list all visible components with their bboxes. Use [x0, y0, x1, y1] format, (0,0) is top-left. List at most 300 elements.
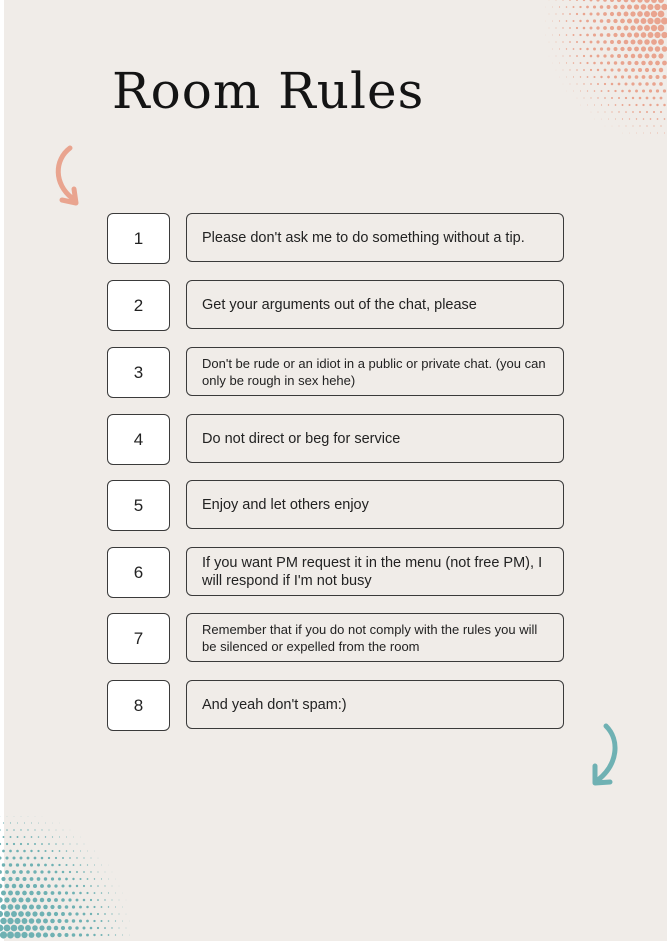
halftone-dot [48, 857, 50, 859]
halftone-dot [652, 82, 656, 86]
halftone-dot [651, 25, 657, 31]
halftone-dot [6, 843, 8, 845]
halftone-dot [576, 13, 578, 15]
halftone-dot [104, 927, 106, 929]
halftone-dot [647, 18, 653, 24]
halftone-dot [83, 899, 86, 902]
halftone-dot [603, 12, 607, 16]
halftone-dot [651, 11, 657, 17]
halftone-dot [600, 5, 604, 9]
halftone-dot [645, 68, 649, 72]
halftone-dot [26, 870, 30, 874]
halftone-dot [90, 871, 91, 872]
halftone-dot [569, 41, 571, 43]
halftone-dot [604, 111, 605, 112]
halftone-dot [649, 75, 653, 79]
halftone-dot [601, 104, 602, 105]
halftone-dot [617, 12, 622, 17]
halftone-dot [663, 89, 666, 92]
halftone-dot [108, 920, 110, 922]
halftone-dot [577, 98, 578, 99]
halftone-dot [654, 18, 661, 25]
halftone-dot [3, 836, 5, 838]
halftone-dot [597, 69, 599, 71]
halftone-dot [44, 877, 47, 880]
halftone-dot [586, 6, 589, 9]
halftone-dot [27, 829, 28, 830]
halftone-dot [632, 97, 634, 99]
halftone-dot [627, 33, 632, 38]
halftone-dot [586, 62, 588, 64]
halftone-dot [111, 899, 112, 900]
halftone-dot [0, 925, 3, 932]
halftone-dot [600, 76, 602, 78]
halftone-dot [41, 843, 43, 845]
halftone-dot [617, 54, 621, 58]
halftone-dot [101, 906, 103, 908]
halftone-dot [562, 0, 563, 1]
halftone-dot [98, 858, 99, 859]
halftone-dot [594, 90, 596, 92]
rule-number: 1 [107, 213, 170, 264]
halftone-dot [576, 55, 578, 57]
halftone-dot [19, 870, 23, 874]
halftone-dot [654, 4, 660, 10]
rule-item [107, 347, 566, 398]
halftone-dot [73, 864, 75, 866]
halftone-dot [97, 871, 98, 872]
halftone-dot [75, 912, 78, 915]
halftone-dot [604, 97, 606, 99]
halftone-dot [52, 836, 53, 837]
halftone-dot [562, 13, 563, 14]
halftone-dot [15, 904, 21, 910]
halftone-dot [590, 97, 591, 98]
halftone-dot [18, 911, 24, 917]
halftone-dot [552, 49, 553, 50]
halftone-dot [566, 62, 567, 63]
halftone-dot [600, 19, 604, 23]
halftone-dot [72, 905, 75, 908]
halftone-dot [641, 61, 645, 65]
halftone-dot [0, 856, 2, 859]
halftone-dot [628, 75, 631, 78]
halftone-dot [90, 927, 93, 930]
halftone-dot [65, 891, 68, 894]
halftone-dot [580, 76, 581, 77]
halftone-dot [45, 823, 46, 824]
halftone-dot [22, 904, 27, 909]
halftone-dot [47, 926, 52, 931]
halftone-dot [58, 878, 61, 881]
rule-item [107, 613, 566, 664]
halftone-dot [634, 18, 640, 24]
halftone-dot [617, 0, 621, 2]
halftone-dot [619, 126, 620, 127]
halftone-dot [614, 90, 616, 92]
halftone-dot [642, 104, 644, 106]
halftone-dot [556, 42, 557, 43]
halftone-dot [569, 69, 570, 70]
halftone-dot [34, 843, 36, 845]
halftone-dot [587, 90, 588, 91]
halftone-dot [10, 822, 11, 823]
halftone-dot [115, 906, 116, 907]
halftone-dot [97, 913, 99, 915]
halftone-dot [631, 40, 636, 45]
halftone-dot [634, 61, 638, 65]
halftone-dot [23, 850, 26, 853]
halftone-dot [30, 877, 34, 881]
halftone-dot [54, 884, 57, 887]
halftone-dot [86, 906, 89, 909]
halftone-dot [93, 920, 95, 922]
halftone-dot [37, 850, 39, 852]
halftone-dot [57, 933, 61, 937]
halftone-dot [621, 75, 624, 78]
halftone-dot [83, 913, 86, 916]
halftone-dot [646, 97, 649, 100]
halftone-dot [614, 76, 617, 79]
halftone-dot [580, 62, 582, 64]
halftone-dot [15, 877, 19, 881]
halftone-dot [50, 919, 55, 924]
halftone-dot [607, 61, 610, 64]
halftone-dot [559, 20, 560, 21]
halftone-dot [618, 97, 620, 99]
halftone-dot [552, 21, 553, 22]
halftone-dot [0, 931, 7, 938]
halftone-dot [644, 0, 650, 3]
halftone-dot [664, 133, 665, 134]
halftone-dot [658, 25, 665, 32]
halftone-dot [627, 61, 631, 65]
halftone-dot [613, 5, 617, 9]
halftone-dot [8, 891, 13, 896]
halftone-dot [2, 850, 5, 853]
halftone-dot [10, 836, 12, 838]
halftone-dot [41, 857, 44, 860]
halftone-dot [97, 927, 99, 929]
halftone-dot [112, 886, 113, 887]
halftone-dot [72, 933, 76, 937]
halftone-dot [34, 829, 35, 830]
halftone-dot [44, 850, 46, 852]
halftone-dot [648, 61, 653, 66]
rule-text: Enjoy and let others enjoy [186, 480, 564, 529]
halftone-dot [559, 48, 560, 49]
halftone-dot [583, 13, 586, 16]
halftone-dot [644, 25, 650, 31]
halftone-dot [662, 61, 667, 66]
halftone-dot [104, 885, 105, 886]
halftone-dot [587, 76, 589, 78]
halftone-dot [625, 97, 627, 99]
halftone-dot [8, 877, 12, 881]
halftone-dot [659, 68, 663, 72]
halftone-dot [559, 6, 560, 7]
halftone-dot [36, 905, 41, 910]
page-title: Room Rules [112, 62, 425, 120]
halftone-dot [129, 935, 130, 936]
halftone-dot [620, 47, 624, 51]
halftone-dot [626, 126, 627, 127]
halftone-dot [58, 905, 62, 909]
halftone-dot [617, 40, 621, 44]
halftone-dot [607, 5, 611, 9]
halftone-dot [0, 870, 2, 874]
halftone-dot [634, 32, 639, 37]
halftone-dots-bottom-left [0, 816, 135, 941]
halftone-dot [559, 63, 560, 64]
halftone-dot [90, 885, 92, 887]
halftone-dot [90, 899, 92, 901]
halftone-dot [55, 857, 57, 859]
halftone-dot [76, 885, 78, 887]
halftone-dot [104, 913, 106, 915]
halftone-dot [19, 884, 23, 888]
halftone-dot [590, 27, 593, 30]
halftone-dot [624, 0, 629, 2]
halftone-dot [590, 83, 592, 85]
halftone-dot [7, 932, 14, 939]
halftone-dot [111, 913, 112, 914]
halftone-dot [11, 925, 18, 932]
halftone-dot [6, 829, 8, 831]
halftone-dot [573, 34, 575, 36]
halftone-dot [621, 90, 624, 93]
halftone-dot [570, 84, 571, 85]
halftone-dot [576, 41, 578, 43]
halftone-dot [590, 13, 593, 16]
halftone-dot [573, 6, 575, 8]
halftone-dot [20, 843, 22, 845]
halftone-dot [613, 19, 617, 23]
halftone-dot [648, 46, 653, 51]
halftone-dot [94, 864, 95, 865]
halftone-dot [76, 899, 79, 902]
curved-arrow-down-icon [586, 720, 622, 790]
rule-number: 4 [107, 414, 170, 465]
halftone-dot [586, 34, 589, 37]
halftone-dot [33, 870, 36, 873]
halftone-dot [634, 47, 639, 52]
halftone-dot [17, 822, 18, 823]
halftone-dot [625, 111, 627, 113]
halftone-dot [630, 0, 635, 3]
halftone-dot [607, 47, 611, 51]
halftone-dot [122, 921, 123, 922]
halftone-dot [3, 822, 4, 823]
rule-item [107, 547, 566, 598]
halftone-dot [627, 5, 632, 10]
halftone-dot [59, 850, 61, 852]
halftone-dot [658, 53, 663, 58]
halftone-dot [34, 857, 37, 860]
halftone-dot [569, 0, 571, 1]
halftone-dot [39, 925, 44, 930]
halftone-dot [649, 104, 651, 106]
halftone-dot [0, 829, 1, 831]
halftone-dot [596, 40, 599, 43]
halftone-dot [613, 33, 617, 37]
halftone-dot [639, 97, 642, 100]
halftone-dot [122, 907, 123, 908]
halftone-dot [627, 18, 632, 23]
halftone-dot [73, 837, 74, 838]
halftone-dot [583, 41, 585, 43]
halftone-dot [65, 905, 69, 909]
halftone-dot [61, 898, 65, 902]
halftone-dot [51, 877, 54, 880]
halftone-dot [38, 823, 39, 824]
halftone-dot [661, 4, 667, 10]
rule-item [107, 280, 566, 331]
halftone-dot [662, 75, 666, 79]
halftone-dot [652, 68, 656, 72]
rule-number: 7 [107, 613, 170, 664]
halftone-dot [18, 925, 24, 931]
halftone-dot [0, 918, 7, 925]
halftone-dot [38, 836, 40, 838]
halftone-dot [79, 878, 81, 880]
halftone-dot [41, 829, 42, 830]
halftone-dot [625, 83, 628, 86]
halftone-dot [597, 83, 599, 85]
halftone-dot [651, 39, 657, 45]
halftone-dot [596, 0, 599, 2]
halftone-dot [90, 913, 92, 915]
halftone-dot [651, 0, 657, 3]
halftone-dot [660, 97, 663, 100]
halftone-dot [630, 11, 635, 16]
halftone-dot [658, 39, 664, 45]
halftone-dot [653, 111, 655, 113]
halftone-dot [48, 843, 50, 845]
halftone-dot [57, 919, 61, 923]
halftone-dot [54, 898, 58, 902]
halftone-dot [21, 932, 27, 938]
halftone-dot [50, 933, 55, 938]
halftone-dot [624, 26, 629, 31]
halftone-dot [580, 91, 581, 92]
halftone-dot [563, 70, 564, 71]
halftone-dot [101, 865, 102, 866]
halftone-dot [650, 118, 652, 120]
halftone-dot [30, 850, 32, 852]
halftone-dot [583, 27, 586, 30]
halftone-dot [115, 920, 116, 921]
halftone-dot [645, 54, 650, 59]
halftone-dot [77, 844, 78, 845]
halftone-dot [32, 925, 38, 931]
halftone-dot [43, 905, 48, 910]
halftone-dot [620, 19, 625, 24]
halftone-dot [597, 97, 598, 98]
halftone-dot [552, 7, 553, 8]
halftone-dot [573, 48, 575, 50]
halftone-dot [108, 934, 110, 936]
halftone-dot [26, 898, 31, 903]
halftone-dot [2, 863, 5, 866]
halftone-dot [661, 32, 667, 38]
halftone-dot [643, 133, 644, 134]
halftone-dot [583, 0, 585, 1]
halftone-dot [617, 68, 620, 71]
halftone-dot [4, 911, 10, 917]
halftone-dot [65, 919, 69, 923]
halftone-dot [636, 133, 637, 134]
halftone-dot [72, 919, 75, 922]
halftone-dot [65, 878, 68, 881]
halftone-dot [576, 83, 577, 84]
halftone-dot [12, 856, 15, 859]
halftone-dot [37, 877, 41, 881]
halftone-dot [79, 906, 82, 909]
halftone-dot [630, 25, 635, 30]
rule-number: 2 [107, 280, 170, 331]
halftone-dot [610, 26, 614, 30]
halftone-dot [20, 857, 23, 860]
halftone-dot [637, 25, 643, 31]
halftone-dot [624, 40, 629, 45]
halftone-dot [555, 27, 556, 28]
halftone-dot [86, 934, 89, 937]
halftone-dot [607, 76, 610, 79]
halftone-dot [618, 83, 621, 86]
halftone-dot [641, 18, 647, 24]
halftone-dot [653, 97, 656, 100]
halftone-dot [641, 32, 647, 38]
halftone-dot [9, 850, 12, 853]
halftone-dot [583, 69, 585, 71]
halftone-dot [659, 82, 663, 86]
halftone-dot [573, 76, 574, 77]
halftone-dot [566, 6, 568, 8]
rule-item [107, 480, 566, 531]
halftone-dot [627, 47, 632, 52]
halftone-dot [583, 55, 585, 57]
halftone-dot [604, 83, 606, 85]
halftone-dot [593, 62, 596, 65]
rule-text: Get your arguments out of the chat, please [186, 280, 564, 329]
halftone-dot [611, 111, 612, 112]
halftone-dot [12, 884, 17, 889]
halftone-dot [598, 112, 599, 113]
halftone-dot [111, 927, 112, 928]
halftone-dot [51, 891, 55, 895]
halftone-dot [586, 48, 589, 51]
halftone-dot [115, 934, 116, 935]
halftone-dot [637, 11, 643, 17]
halftone-dot [16, 863, 19, 866]
halftone-dot [94, 851, 95, 852]
halftone-dot [7, 918, 13, 924]
halftone-dot [58, 891, 61, 894]
halftone-dot [658, 0, 664, 3]
halftone-dot [576, 27, 578, 29]
halftone-dot [97, 885, 99, 887]
halftone-dot [37, 864, 40, 867]
halftone-dot [628, 104, 630, 106]
halftone-dot [620, 5, 625, 10]
halftone-dot [610, 12, 614, 16]
halftone-dot [47, 912, 52, 917]
halftone-dot [569, 13, 571, 15]
halftone-dot [603, 0, 607, 2]
halftone-dot [0, 897, 3, 902]
halftone-dot [26, 884, 30, 888]
